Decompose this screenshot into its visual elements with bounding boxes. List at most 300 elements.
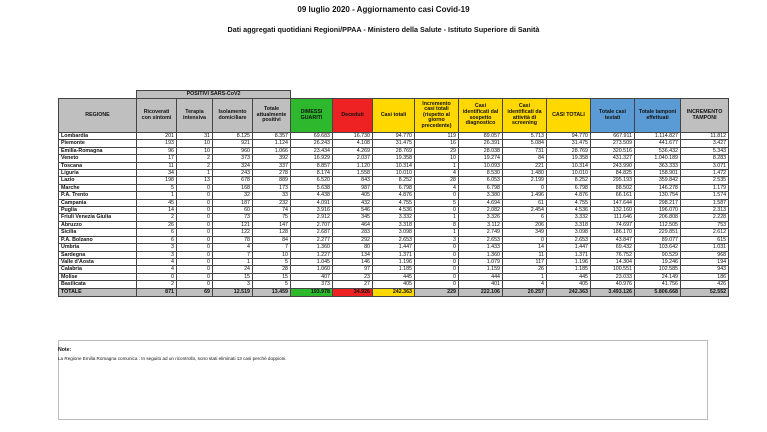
cell-isolamento: 78 bbox=[213, 236, 253, 243]
cell-screening: 349 bbox=[503, 229, 547, 236]
cell-casi-testati: 243.990 bbox=[591, 162, 635, 169]
table-row bbox=[59, 214, 729, 221]
cell-casi-totali: 1.196 bbox=[373, 258, 415, 265]
cell-regione: Valle d'Aosta bbox=[59, 258, 137, 265]
cell-sospetto: 1.079 bbox=[459, 258, 503, 265]
cell-ricoverati: 96 bbox=[137, 147, 177, 154]
cell-terapia: 0 bbox=[177, 244, 213, 251]
cell-tamponi: 24.149 bbox=[635, 273, 681, 280]
cell-screening: 26 bbox=[503, 266, 547, 273]
cell-regione: Piemonte bbox=[59, 140, 137, 147]
cell-ricoverati: 14 bbox=[137, 207, 177, 214]
cell-casi-totali-caps: 1.447 bbox=[547, 244, 591, 251]
cell-ricoverati: 17 bbox=[137, 155, 177, 162]
header-blank bbox=[59, 91, 137, 99]
cell-dimessi: 6.520 bbox=[291, 177, 333, 184]
cell-casi-totali-caps: 242.363 bbox=[547, 288, 591, 296]
cell-incremento-tamponi: 615 bbox=[681, 236, 729, 243]
cell-sospetto: 19.274 bbox=[459, 155, 503, 162]
cell-dimessi: 5.638 bbox=[291, 184, 333, 191]
cell-incremento: 0 bbox=[415, 192, 459, 199]
cell-casi-totali-caps: 6.798 bbox=[547, 184, 591, 191]
cell-incremento: 29 bbox=[415, 147, 459, 154]
col-header-dimessi: DIMESSI GUARITI bbox=[291, 99, 333, 133]
cell-isolamento: 187 bbox=[213, 199, 253, 206]
col-header-incremento-tamponi: INCREMENTO TAMPONI bbox=[681, 99, 729, 133]
cell-ricoverati: 45 bbox=[137, 199, 177, 206]
cell-regione: Veneto bbox=[59, 155, 137, 162]
col-header-sospetto: Casi identificati dal sospetto diagnostico bbox=[459, 99, 503, 133]
cell-isolamento: 15 bbox=[213, 273, 253, 280]
cell-dimessi: 2.687 bbox=[291, 229, 333, 236]
cell-casi-totali-caps: 445 bbox=[547, 273, 591, 280]
cell-casi-testati: 74.697 bbox=[591, 221, 635, 228]
cell-sospetto: 1.360 bbox=[459, 251, 503, 258]
table-row bbox=[59, 236, 729, 243]
cell-ricoverati: 201 bbox=[137, 133, 177, 140]
cell-regione: P.A. Bolzano bbox=[59, 236, 137, 243]
table-row bbox=[59, 147, 729, 154]
cell-deceduti: 292 bbox=[333, 236, 373, 243]
cell-screening: 6 bbox=[503, 214, 547, 221]
cell-terapia: 69 bbox=[177, 288, 213, 296]
cell-regione: TOTALE bbox=[59, 288, 137, 296]
cell-totale-positivi: 10 bbox=[253, 251, 291, 258]
cell-dimessi: 8.174 bbox=[291, 170, 333, 177]
cell-incremento-tamponi: 1.574 bbox=[681, 192, 729, 199]
table-body bbox=[59, 133, 729, 297]
cell-incremento-tamponi: 753 bbox=[681, 221, 729, 228]
cell-isolamento: 1 bbox=[213, 258, 253, 265]
cell-casi-testati: 667.911 bbox=[591, 133, 635, 140]
table-row bbox=[59, 162, 729, 169]
cell-tamponi: 89.077 bbox=[635, 236, 681, 243]
cell-casi-totali-caps: 4.876 bbox=[547, 192, 591, 199]
cell-sospetto: 2.082 bbox=[459, 207, 503, 214]
cell-regione: P.A. Trento bbox=[59, 192, 137, 199]
cell-terapia: 0 bbox=[177, 236, 213, 243]
cell-casi-testati: 88.502 bbox=[591, 184, 635, 191]
page-subtitle: Dati aggregati quotidiani Regioni/PPAA - Ministero della Salute - Istituto Superiore di Sanità bbox=[227, 25, 540, 34]
cell-tamponi: 206.808 bbox=[635, 214, 681, 221]
cell-regione: Liguria bbox=[59, 170, 137, 177]
cell-incremento-tamponi: 1.587 bbox=[681, 199, 729, 206]
cell-terapia: 0 bbox=[177, 229, 213, 236]
cell-casi-totali-caps: 10.010 bbox=[547, 170, 591, 177]
cell-dimessi: 26.243 bbox=[291, 140, 333, 147]
cell-casi-totali-caps: 19.358 bbox=[547, 155, 591, 162]
table-row bbox=[59, 244, 729, 251]
cell-casi-testati: 186.170 bbox=[591, 229, 635, 236]
cell-incremento-tamponi: 2.535 bbox=[681, 177, 729, 184]
cell-casi-testati: 100.551 bbox=[591, 266, 635, 273]
cell-incremento-tamponi: 52.552 bbox=[681, 288, 729, 296]
cell-screening: 1.480 bbox=[503, 170, 547, 177]
table-row bbox=[59, 177, 729, 184]
cell-deceduti: 345 bbox=[333, 214, 373, 221]
cell-deceduti: 987 bbox=[333, 184, 373, 191]
cell-screening: 117 bbox=[503, 258, 547, 265]
col-header-isolamento: Isolamento domiciliare bbox=[213, 99, 253, 133]
cell-isolamento: 678 bbox=[213, 177, 253, 184]
cell-casi-totali-caps: 28.769 bbox=[547, 147, 591, 154]
cell-ricoverati: 2 bbox=[137, 214, 177, 221]
cell-deceduti: 283 bbox=[333, 229, 373, 236]
cell-incremento-tamponi: 8.283 bbox=[681, 155, 729, 162]
cell-terapia: 1 bbox=[177, 170, 213, 177]
cell-casi-totali: 10.314 bbox=[373, 162, 415, 169]
cell-terapia: 10 bbox=[177, 140, 213, 147]
col-header-casi-testati: Totale casi testati bbox=[591, 99, 635, 133]
cell-terapia: 0 bbox=[177, 214, 213, 221]
cell-casi-totali-caps: 94.770 bbox=[547, 133, 591, 140]
cell-casi-testati: 320.516 bbox=[591, 147, 635, 154]
covid-data-table bbox=[58, 90, 729, 297]
cell-screening: 20.257 bbox=[503, 288, 547, 296]
cell-incremento-tamponi: 3.071 bbox=[681, 162, 729, 169]
cell-casi-totali: 2.653 bbox=[373, 236, 415, 243]
cell-deceduti: 432 bbox=[333, 199, 373, 206]
cell-totale-positivi: 278 bbox=[253, 170, 291, 177]
cell-deceduti: 23 bbox=[333, 273, 373, 280]
cell-incremento: 1 bbox=[415, 214, 459, 221]
cell-dimessi: 1.060 bbox=[291, 266, 333, 273]
cell-ricoverati: 4 bbox=[137, 266, 177, 273]
cell-screening: 1 bbox=[503, 273, 547, 280]
cell-deceduti: 1.120 bbox=[333, 162, 373, 169]
cell-casi-totali: 19.358 bbox=[373, 155, 415, 162]
cell-tamponi: 196.070 bbox=[635, 207, 681, 214]
cell-totale-positivi: 5 bbox=[253, 281, 291, 288]
cell-terapia: 0 bbox=[177, 184, 213, 191]
cell-casi-testati: 295.193 bbox=[591, 177, 635, 184]
cell-isolamento: 73 bbox=[213, 214, 253, 221]
cell-screening: 11 bbox=[503, 251, 547, 258]
cell-ricoverati: 5 bbox=[137, 184, 177, 191]
cell-casi-totali: 4.536 bbox=[373, 207, 415, 214]
cell-casi-totali: 242.363 bbox=[373, 288, 415, 296]
cell-casi-totali: 94.770 bbox=[373, 133, 415, 140]
cell-tamponi: 158.901 bbox=[635, 170, 681, 177]
cell-incremento: 0 bbox=[415, 251, 459, 258]
cell-incremento: 0 bbox=[415, 258, 459, 265]
cell-ricoverati: 0 bbox=[137, 273, 177, 280]
cell-incremento-tamponi: 426 bbox=[681, 281, 729, 288]
cell-sospetto: 1.433 bbox=[459, 244, 503, 251]
cell-incremento-tamponi: 1.031 bbox=[681, 244, 729, 251]
cell-tamponi: 363.333 bbox=[635, 162, 681, 169]
table-row bbox=[59, 140, 729, 147]
cell-deceduti: 4.108 bbox=[333, 140, 373, 147]
cell-tamponi: 536.432 bbox=[635, 147, 681, 154]
cell-tamponi: 359.842 bbox=[635, 177, 681, 184]
cell-isolamento: 960 bbox=[213, 147, 253, 154]
cell-incremento: 28 bbox=[415, 177, 459, 184]
cell-tamponi: 41.756 bbox=[635, 281, 681, 288]
cell-dimessi: 1.227 bbox=[291, 251, 333, 258]
cell-tamponi: 1.114.827 bbox=[635, 133, 681, 140]
cell-incremento-tamponi: 1.179 bbox=[681, 184, 729, 191]
cell-deceduti: 843 bbox=[333, 177, 373, 184]
cell-screening: 0 bbox=[503, 236, 547, 243]
cell-terapia: 0 bbox=[177, 192, 213, 199]
cell-sospetto: 6.053 bbox=[459, 177, 503, 184]
cell-sospetto: 2.749 bbox=[459, 229, 503, 236]
cell-tamponi: 298.217 bbox=[635, 199, 681, 206]
cell-tamponi: 90.529 bbox=[635, 251, 681, 258]
cell-ricoverati: 198 bbox=[137, 177, 177, 184]
cell-incremento-tamponi: 2.313 bbox=[681, 207, 729, 214]
cell-tamponi: 130.754 bbox=[635, 192, 681, 199]
cell-incremento: 4 bbox=[415, 184, 459, 191]
cell-casi-testati: 66.161 bbox=[591, 192, 635, 199]
cell-terapia: 0 bbox=[177, 258, 213, 265]
cell-isolamento: 921 bbox=[213, 140, 253, 147]
cell-deceduti: 80 bbox=[333, 244, 373, 251]
cell-totale-positivi: 74 bbox=[253, 207, 291, 214]
cell-casi-totali-caps: 1.196 bbox=[547, 258, 591, 265]
table-row bbox=[59, 155, 729, 162]
cell-deceduti: 146 bbox=[333, 258, 373, 265]
cell-tamponi: 102.585 bbox=[635, 266, 681, 273]
cell-incremento-tamponi: 2.228 bbox=[681, 214, 729, 221]
cell-terapia: 31 bbox=[177, 133, 213, 140]
cell-casi-totali-caps: 3.332 bbox=[547, 214, 591, 221]
cell-sospetto: 10.093 bbox=[459, 162, 503, 169]
table-row bbox=[59, 207, 729, 214]
table-row bbox=[59, 221, 729, 228]
cell-totale-positivi: 84 bbox=[253, 236, 291, 243]
cell-sospetto: 3.326 bbox=[459, 214, 503, 221]
cell-casi-totali: 1.371 bbox=[373, 251, 415, 258]
note-text: La Regione Emilia Romagna comunica : In seguito ad un ricontrollo, sono stati eliminati 13 casi perchè doppioni. bbox=[58, 356, 287, 361]
cell-incremento: 0 bbox=[415, 266, 459, 273]
cell-casi-totali-caps: 4.536 bbox=[547, 207, 591, 214]
cell-incremento-tamponi: 186 bbox=[681, 273, 729, 280]
cell-isolamento: 24 bbox=[213, 266, 253, 273]
cell-tamponi: 103.642 bbox=[635, 244, 681, 251]
cell-totale-positivi: 232 bbox=[253, 199, 291, 206]
cell-ricoverati: 193 bbox=[137, 140, 177, 147]
cell-terapia: 0 bbox=[177, 199, 213, 206]
cell-deceduti: 4.269 bbox=[333, 147, 373, 154]
cell-isolamento: 7 bbox=[213, 251, 253, 258]
cell-incremento-tamponi: 1.472 bbox=[681, 170, 729, 177]
cell-totale-positivi: 7 bbox=[253, 244, 291, 251]
table-row bbox=[59, 281, 729, 288]
page-title: 09 luglio 2020 - Aggiornamento casi Covid-19 bbox=[297, 5, 470, 14]
cell-incremento: 16 bbox=[415, 140, 459, 147]
cell-totale-positivi: 128 bbox=[253, 229, 291, 236]
cell-totale-positivi: 337 bbox=[253, 162, 291, 169]
cell-totale-positivi: 75 bbox=[253, 214, 291, 221]
cell-screening: 2.454 bbox=[503, 207, 547, 214]
cell-sospetto: 3.112 bbox=[459, 221, 503, 228]
cell-terapia: 0 bbox=[177, 251, 213, 258]
cell-ricoverati: 4 bbox=[137, 258, 177, 265]
cell-isolamento: 12.519 bbox=[213, 288, 253, 296]
cell-casi-totali: 28.769 bbox=[373, 147, 415, 154]
cell-dimessi: 3.916 bbox=[291, 207, 333, 214]
table-row bbox=[59, 133, 729, 140]
col-header-totale-positivi: Totale attualmente positivi bbox=[253, 99, 291, 133]
cell-totale-positivi: 147 bbox=[253, 221, 291, 228]
cell-regione: Umbria bbox=[59, 244, 137, 251]
cell-tamponi: 229.851 bbox=[635, 229, 681, 236]
cell-terapia: 0 bbox=[177, 273, 213, 280]
cell-ricoverati: 11 bbox=[137, 162, 177, 169]
cell-regione: Puglia bbox=[59, 207, 137, 214]
cell-dimessi: 193.978 bbox=[291, 288, 333, 296]
cell-casi-testati: 3.493.126 bbox=[591, 288, 635, 296]
cell-terapia: 0 bbox=[177, 266, 213, 273]
cell-casi-totali: 3.318 bbox=[373, 221, 415, 228]
cell-casi-totali-caps: 3.318 bbox=[547, 221, 591, 228]
cell-casi-testati: 76.752 bbox=[591, 251, 635, 258]
table-row bbox=[59, 192, 729, 199]
cell-regione: Lazio bbox=[59, 177, 137, 184]
cell-casi-totali-caps: 1.185 bbox=[547, 266, 591, 273]
cell-isolamento: 168 bbox=[213, 184, 253, 191]
cell-casi-totali-caps: 2.653 bbox=[547, 236, 591, 243]
col-header-casi-totali: Casi totali bbox=[373, 99, 415, 133]
cell-sospetto: 401 bbox=[459, 281, 503, 288]
cell-ricoverati: 3 bbox=[137, 244, 177, 251]
cell-tamponi: 19.246 bbox=[635, 258, 681, 265]
cell-casi-testati: 273.509 bbox=[591, 140, 635, 147]
cell-totale-positivi: 8.357 bbox=[253, 133, 291, 140]
col-header-tamponi: Totale tamponi effettuati bbox=[635, 99, 681, 133]
cell-regione: Lombardia bbox=[59, 133, 137, 140]
cell-terapia: 0 bbox=[177, 207, 213, 214]
cell-terapia: 13 bbox=[177, 177, 213, 184]
cell-incremento-tamponi: 5.343 bbox=[681, 147, 729, 154]
cell-deceduti: 34.926 bbox=[333, 288, 373, 296]
note-label: Note: bbox=[58, 347, 72, 353]
cell-regione: Abruzzo bbox=[59, 221, 137, 228]
cell-screening: 221 bbox=[503, 162, 547, 169]
cell-regione: Sardegna bbox=[59, 251, 137, 258]
cell-deceduti: 546 bbox=[333, 207, 373, 214]
cell-dimessi: 69.683 bbox=[291, 133, 333, 140]
note-box bbox=[58, 340, 708, 420]
cell-totale-positivi: 15 bbox=[253, 273, 291, 280]
cell-screening: 5.084 bbox=[503, 140, 547, 147]
cell-terapia: 0 bbox=[177, 281, 213, 288]
cell-isolamento: 4 bbox=[213, 244, 253, 251]
cell-casi-totali-caps: 31.475 bbox=[547, 140, 591, 147]
cell-sospetto: 2.653 bbox=[459, 236, 503, 243]
cell-sospetto: 89.057 bbox=[459, 133, 503, 140]
cell-screening: 731 bbox=[503, 147, 547, 154]
cell-regione: Friuli Venezia Giulia bbox=[59, 214, 137, 221]
cell-totale-positivi: 33 bbox=[253, 192, 291, 199]
cell-ricoverati: 26 bbox=[137, 221, 177, 228]
cell-casi-testati: 43.847 bbox=[591, 236, 635, 243]
cell-sospetto: 222.106 bbox=[459, 288, 503, 296]
cell-incremento: 0 bbox=[415, 207, 459, 214]
cell-casi-totali-caps: 4.755 bbox=[547, 199, 591, 206]
cell-sospetto: 28.038 bbox=[459, 147, 503, 154]
cell-isolamento: 8.125 bbox=[213, 133, 253, 140]
cell-ricoverati: 34 bbox=[137, 170, 177, 177]
cell-regione: Sicilia bbox=[59, 229, 137, 236]
cell-isolamento: 121 bbox=[213, 221, 253, 228]
table-row bbox=[59, 170, 729, 177]
cell-tamponi: 441.677 bbox=[635, 140, 681, 147]
cell-dimessi: 23.434 bbox=[291, 147, 333, 154]
cell-incremento: 5 bbox=[415, 199, 459, 206]
cell-incremento: 4 bbox=[415, 170, 459, 177]
cell-totale-positivi: 5 bbox=[253, 258, 291, 265]
cell-casi-testati: 23.033 bbox=[591, 273, 635, 280]
cell-incremento-tamponi: 968 bbox=[681, 251, 729, 258]
col-header-ricoverati: Ricoverati con sintomi bbox=[137, 99, 177, 133]
cell-deceduti: 27 bbox=[333, 281, 373, 288]
cell-sospetto: 26.391 bbox=[459, 140, 503, 147]
cell-tamponi: 112.505 bbox=[635, 221, 681, 228]
col-header-deceduti: Deceduti bbox=[333, 99, 373, 133]
table-row bbox=[59, 199, 729, 206]
col-header-terapia: Terapia intensiva bbox=[177, 99, 213, 133]
cell-regione: Molise bbox=[59, 273, 137, 280]
cell-casi-totali: 31.475 bbox=[373, 140, 415, 147]
cell-casi-totali: 3.332 bbox=[373, 214, 415, 221]
cell-totale-positivi: 889 bbox=[253, 177, 291, 184]
cell-sospetto: 8.530 bbox=[459, 170, 503, 177]
cell-totale-positivi: 13.459 bbox=[253, 288, 291, 296]
cell-ricoverati: 6 bbox=[137, 236, 177, 243]
cell-dimessi: 1.360 bbox=[291, 244, 333, 251]
cell-screening: 14 bbox=[503, 244, 547, 251]
cell-ricoverati: 1 bbox=[137, 192, 177, 199]
cell-terapia: 2 bbox=[177, 155, 213, 162]
cell-sospetto: 4.694 bbox=[459, 199, 503, 206]
cell-dimessi: 8.857 bbox=[291, 162, 333, 169]
cell-dimessi: 2.912 bbox=[291, 214, 333, 221]
cell-deceduti: 1.558 bbox=[333, 170, 373, 177]
cell-dimessi: 16.929 bbox=[291, 155, 333, 162]
cell-incremento-tamponi: 194 bbox=[681, 258, 729, 265]
cell-deceduti: 405 bbox=[333, 192, 373, 199]
col-header-regione: REGIONE bbox=[59, 99, 137, 133]
cell-screening: 5.713 bbox=[503, 133, 547, 140]
cell-dimessi: 407 bbox=[291, 273, 333, 280]
cell-casi-testati: 132.160 bbox=[591, 207, 635, 214]
cell-dimessi: 373 bbox=[291, 281, 333, 288]
cell-deceduti: 2.037 bbox=[333, 155, 373, 162]
cell-casi-testati: 40.976 bbox=[591, 281, 635, 288]
cell-casi-testati: 84.825 bbox=[591, 170, 635, 177]
cell-incremento: 8 bbox=[415, 221, 459, 228]
cell-regione: Basilicata bbox=[59, 281, 137, 288]
cell-casi-totali: 6.798 bbox=[373, 184, 415, 191]
cell-isolamento: 243 bbox=[213, 170, 253, 177]
cell-incremento: 3 bbox=[415, 236, 459, 243]
cell-ricoverati: 2 bbox=[137, 281, 177, 288]
cell-totale-positivi: 28 bbox=[253, 266, 291, 273]
cell-regione: Emilia-Romagna bbox=[59, 147, 137, 154]
cell-casi-totali: 445 bbox=[373, 273, 415, 280]
cell-incremento: 229 bbox=[415, 288, 459, 296]
cell-terapia: 10 bbox=[177, 147, 213, 154]
cell-isolamento: 324 bbox=[213, 162, 253, 169]
cell-deceduti: 464 bbox=[333, 221, 373, 228]
cell-casi-testati: 431.327 bbox=[591, 155, 635, 162]
cell-casi-totali: 405 bbox=[373, 281, 415, 288]
cell-incremento: 0 bbox=[415, 244, 459, 251]
cell-regione: Toscana bbox=[59, 162, 137, 169]
